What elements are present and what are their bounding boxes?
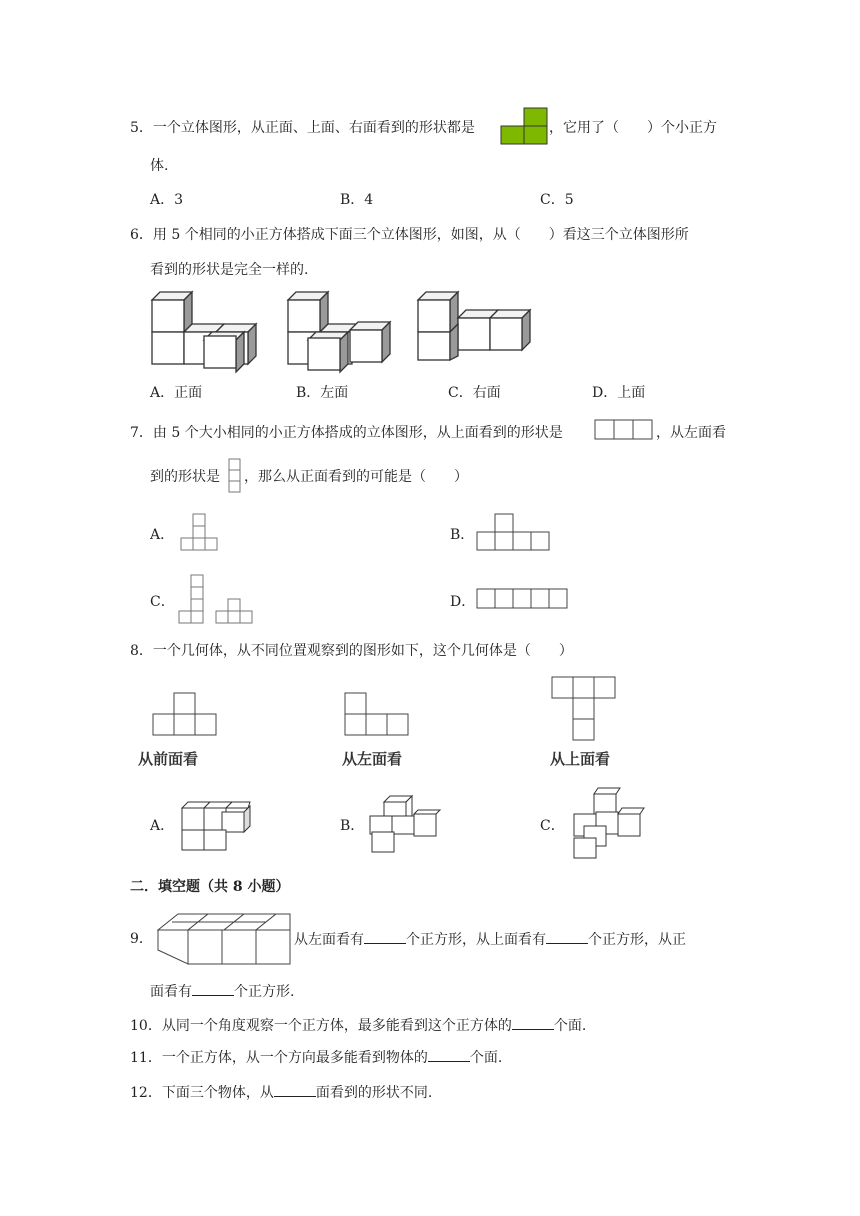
q12-blank[interactable] — [274, 1082, 316, 1097]
q8-left-view — [344, 692, 410, 738]
q9-blank-front[interactable] — [192, 981, 234, 996]
q6-option-b[interactable]: B．左面 — [296, 385, 349, 401]
q5-option-c[interactable]: C．5 — [540, 192, 574, 208]
q9-line1 — [294, 929, 686, 950]
q12-line — [130, 1082, 432, 1103]
q5-line1 — [130, 118, 475, 138]
q6-option-c[interactable]: C．右面 — [448, 385, 501, 401]
q5-line1-tail: ，它用了（ ）个小正方 — [549, 120, 717, 136]
q9-line2 — [150, 981, 294, 1002]
q8-line1: 8．一个几何体，从不同位置观察到的图形如下，这个几何体是（ ） — [130, 643, 573, 659]
q7-option-c-figure — [178, 574, 258, 626]
q9-blank-left[interactable] — [364, 929, 406, 944]
q7-option-a-figure — [180, 513, 220, 553]
q9-number: 9． — [130, 931, 153, 947]
q5-line2: 体. — [150, 158, 169, 174]
q9-text-c: 个正方形，从正 — [588, 932, 686, 948]
q7-left-view-shape — [228, 458, 242, 494]
q10-blank[interactable] — [512, 1015, 554, 1030]
q12-text-b: 面看到的形状不同. — [315, 1085, 433, 1101]
q12-text-a: 12．下面三个物体，从 — [130, 1085, 274, 1101]
q8-option-a[interactable]: A． — [150, 818, 175, 834]
q6-line1: 6．用 5 个相同的小正方体搭成下面三个立体图形，如图，从（ ）看这三个立体图形所 — [130, 227, 689, 243]
q7-option-d[interactable]: D． — [450, 594, 476, 610]
q5-green-shape — [500, 107, 548, 145]
q6-figure-1 — [148, 288, 260, 372]
q8-caption-front: 从前面看 — [138, 750, 199, 768]
q11-text-b: 个面. — [469, 1050, 503, 1066]
q8-caption-left: 从左面看 — [342, 750, 403, 768]
q7-line1-tail: ，从左面看 — [656, 425, 726, 441]
q5-option-a[interactable]: A．3 — [150, 192, 184, 208]
q9-text-e: 个正方形. — [234, 984, 295, 1000]
q11-line — [130, 1047, 502, 1068]
q10-text-b: 个面. — [553, 1018, 587, 1034]
q10-text-a: 10．从同一个角度观察一个正方体，最多能看到这个正方体的 — [130, 1018, 512, 1034]
q7-line2: 到的形状是 — [150, 469, 220, 485]
q8-option-c-figure — [570, 786, 646, 862]
q8-top-view — [551, 676, 617, 744]
q8-front-view — [152, 692, 218, 738]
q7-option-b-figure — [476, 513, 552, 553]
q5-option-b[interactable]: B．4 — [340, 192, 374, 208]
q7-option-d-figure — [476, 588, 572, 612]
q7-top-view-shape — [594, 419, 654, 441]
q9-text-b: 个正方形，从上面看有 — [406, 932, 546, 948]
q6-figure-2 — [284, 288, 396, 372]
q8-option-a-figure — [178, 798, 254, 854]
q6-figure-3 — [414, 288, 538, 364]
q5-text-a: 5．一个立体图形，从正面、上面、右面看到的形状都是 — [130, 120, 475, 136]
q8-option-b[interactable]: B． — [340, 818, 365, 834]
section-2-title: 二．填空题（共 8 小题） — [130, 879, 290, 895]
q6-option-d[interactable]: D．上面 — [592, 385, 646, 401]
q8-option-c[interactable]: C． — [540, 818, 565, 834]
q6-option-a[interactable]: A．正面 — [150, 385, 203, 401]
q9-text-a: 从左面看有 — [294, 932, 364, 948]
q7-line1: 7．由 5 个大小相同的小正方体搭成的立体图形，从上面看到的形状是 — [130, 425, 563, 441]
q9-block-figure — [152, 910, 294, 968]
q7-option-a[interactable]: A． — [150, 527, 175, 543]
q8-caption-top: 从上面看 — [550, 750, 611, 768]
q9-blank-top[interactable] — [546, 929, 588, 944]
q7-option-c[interactable]: C． — [150, 594, 175, 610]
q7-option-b[interactable]: B． — [450, 527, 475, 543]
q10-line — [130, 1015, 586, 1036]
q7-line2-tail: ，那么从正面看到的可能是（ ） — [244, 469, 468, 485]
q8-option-b-figure — [366, 794, 442, 854]
q6-line2: 看到的形状是完全一样的. — [150, 262, 309, 278]
q11-text-a: 11．一个正方体，从一个方向最多能看到物体的 — [130, 1050, 428, 1066]
q11-blank[interactable] — [428, 1047, 470, 1062]
q9-text-d: 面看有 — [150, 984, 192, 1000]
